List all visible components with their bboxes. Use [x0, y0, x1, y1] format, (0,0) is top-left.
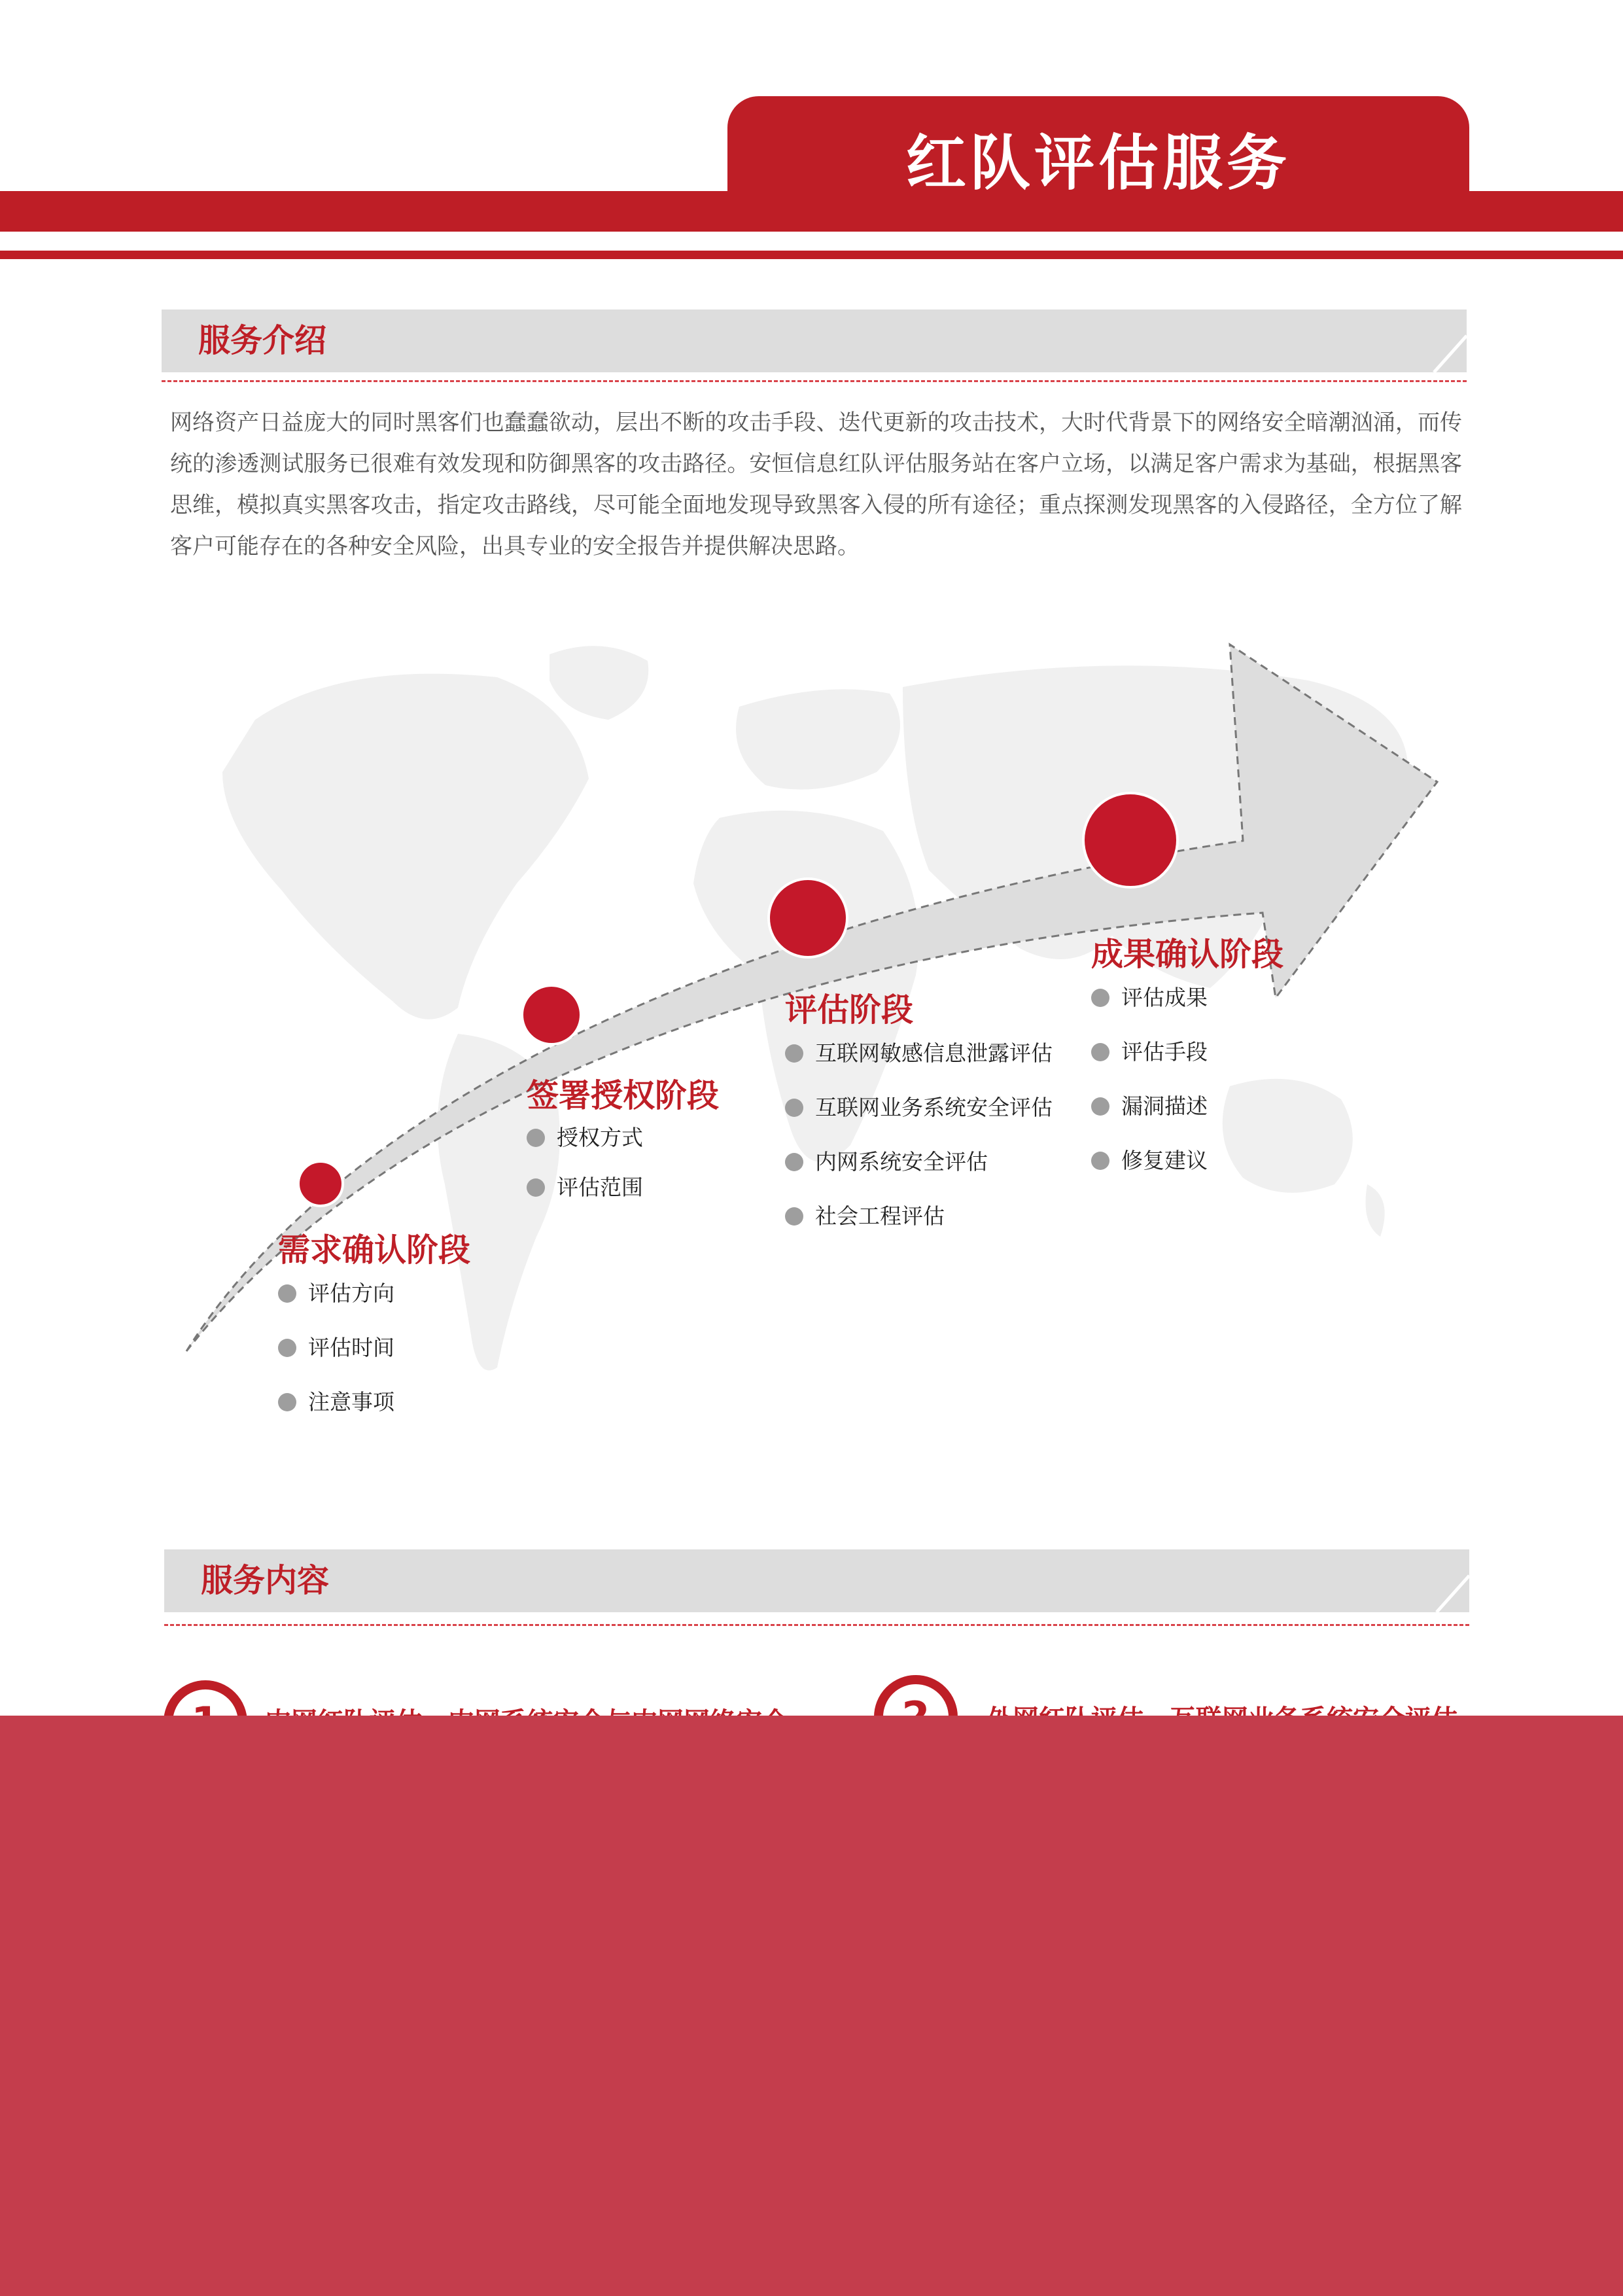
bullet-icon	[527, 1129, 545, 1147]
page-title: 红队评估服务	[905, 128, 1291, 198]
content-divider	[164, 1624, 1469, 1626]
list-item	[785, 1037, 1053, 1091]
list-item	[527, 1122, 719, 1171]
header-band-thin	[0, 251, 1623, 259]
list-item-label: 内网系统安全评估	[815, 1149, 988, 1174]
list-item	[1091, 981, 1283, 1036]
bullet-icon	[278, 1393, 296, 1411]
content-section-title: 服务内容	[201, 1562, 330, 1599]
list-item	[785, 1091, 1053, 1146]
bullet-icon	[278, 1284, 296, 1303]
bullet-icon	[1091, 1097, 1109, 1116]
list-item	[1091, 1036, 1283, 1090]
stage-marker-2	[522, 985, 581, 1044]
list-item	[1091, 1090, 1283, 1144]
list-item-label: 修复建议	[1121, 1148, 1208, 1173]
list-item-label: 评估手段	[1121, 1039, 1208, 1065]
list-item-label: 漏洞描述	[1121, 1093, 1208, 1119]
intro-divider	[162, 380, 1467, 382]
stage-1-title: 需求确认阶段	[278, 1231, 471, 1269]
stage-2-title: 签署授权阶段	[527, 1077, 720, 1114]
stage-3-list	[785, 1037, 1053, 1254]
stage-4	[1091, 929, 1283, 1199]
list-item-label: 授权方式	[557, 1125, 643, 1150]
stage-1	[278, 1225, 470, 1440]
stage-3-title: 评估阶段	[785, 991, 914, 1029]
bullet-icon	[785, 1153, 803, 1171]
stage-marker-3	[769, 879, 847, 957]
stage-3	[785, 985, 1053, 1254]
bottom-cover-panel	[0, 1716, 1623, 2296]
list-item	[1091, 1144, 1283, 1199]
intro-paragraph: 网络资产日益庞大的同时黑客们也蠢蠢欲动，层出不断的攻击手段、迭代更新的攻击技术，大时代背景下的网络安全暗潮汹涌，而传统的渗透测试服务已很难有效发现和防御黑客的攻击路径。安恒信息红队评估服务站在客户立场，以满足客户需求为基础，根据黑客思维，模拟真实黑客攻击，指定攻击路线，尽可能全面地发现导致黑客入侵的所有途径；重点探测发现黑客的入侵路径，全方位了解客户可能存在的各种安全风险，出具专业的安全报告并提供解决思路。	[170, 410, 1462, 559]
stage-2-list	[527, 1122, 719, 1221]
list-item	[278, 1386, 470, 1440]
stage-marker-4	[1083, 793, 1178, 887]
process-diagram	[0, 609, 1623, 1472]
bar-corner-slash	[1430, 1549, 1469, 1612]
list-item	[278, 1277, 470, 1332]
bullet-icon	[1091, 989, 1109, 1007]
bullet-icon	[785, 1044, 803, 1063]
list-item	[278, 1332, 470, 1386]
bullet-icon	[527, 1178, 545, 1197]
list-item-label: 互联网敏感信息泄露评估	[815, 1040, 1053, 1066]
intro-section-bar	[162, 309, 1467, 372]
list-item-label: 评估范围	[557, 1174, 643, 1200]
bullet-icon	[1091, 1043, 1109, 1061]
stage-1-list	[278, 1277, 470, 1440]
intro-section-title: 服务介绍	[198, 322, 327, 359]
list-item	[785, 1146, 1053, 1200]
stage-2	[527, 1070, 719, 1221]
list-item-label: 评估时间	[308, 1335, 394, 1360]
content-section-bar	[164, 1549, 1469, 1612]
list-item-label: 评估成果	[1121, 985, 1208, 1010]
bar-corner-slash	[1427, 309, 1467, 372]
list-item	[785, 1200, 1053, 1254]
stage-marker-1	[298, 1161, 343, 1206]
bullet-icon	[785, 1099, 803, 1117]
bullet-icon	[278, 1339, 296, 1357]
list-item-label: 评估方向	[308, 1280, 394, 1306]
bullet-icon	[1091, 1152, 1109, 1170]
list-item-label: 互联网业务系统安全评估	[815, 1095, 1053, 1120]
list-item	[527, 1171, 719, 1221]
stage-4-title: 成果确认阶段	[1091, 936, 1284, 973]
list-item-label: 注意事项	[308, 1389, 394, 1415]
stage-4-list	[1091, 981, 1283, 1199]
list-item-label: 社会工程评估	[815, 1203, 945, 1229]
bullet-icon	[785, 1207, 803, 1226]
